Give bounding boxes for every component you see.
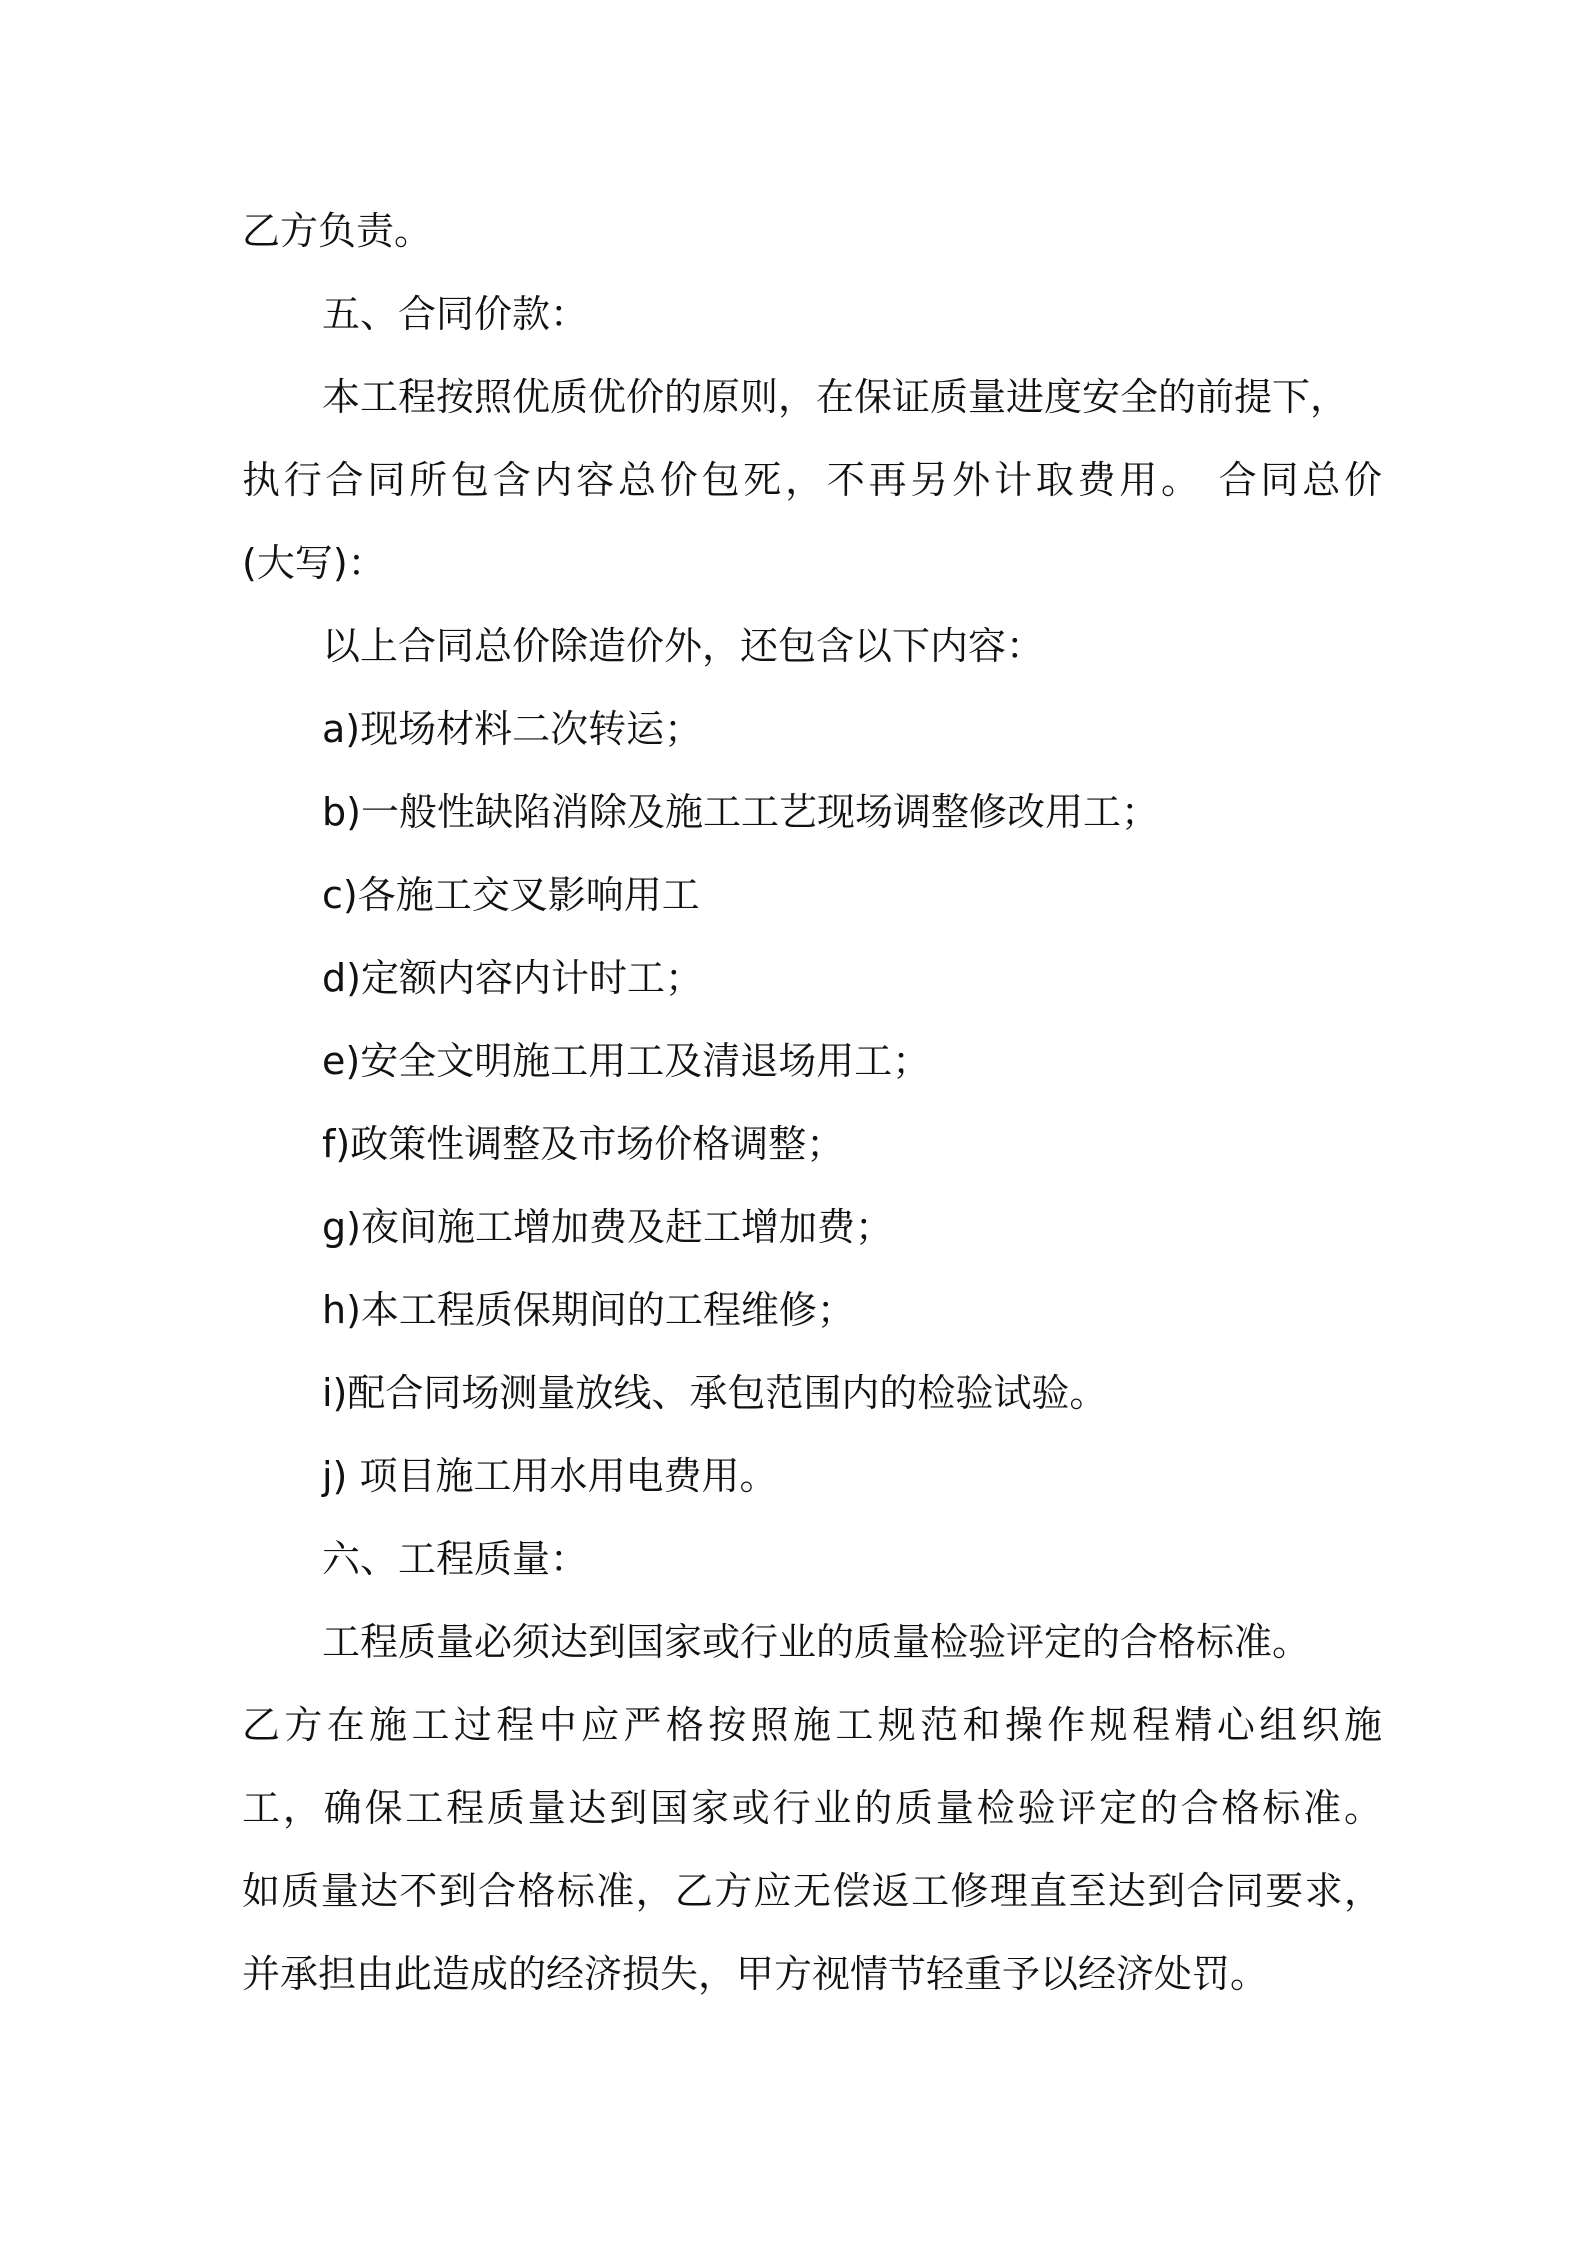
list-item: a)现场材料二次转运； [322,707,703,751]
list-item: i)配合同场测量放线、承包范围内的检验试验。 [322,1371,1108,1415]
paragraph-line: 乙方在施工过程中应严格按照施工规范和操作规程精心组织施 [242,1703,1382,1747]
list-item: j) 项目施工用水用电费用。 [322,1454,778,1498]
paragraph-line: 并承担由此造成的经济损失，甲方视情节轻重予以经济处罚。 [242,1952,1269,1996]
paragraph-line: 工程质量必须达到国家或行业的质量检验评定的合格标准。 [322,1620,1311,1664]
paragraph-line: 执行合同所包含内容总价包死，不再另外计取费用。 合同总价 [242,458,1382,502]
list-item: d)定额内容内计时工； [322,956,703,1000]
text-line: 乙方负责。 [242,209,433,253]
paragraph-line: 如质量达不到合格标准，乙方应无偿返工修理直至达到合同要求， [242,1869,1382,1913]
list-item: b)一般性缺陷消除及施工工艺现场调整修改用工； [322,790,1159,834]
list-item: f)政策性调整及市场价格调整； [322,1122,845,1166]
list-item: c)各施工交叉影响用工 [322,873,700,917]
paragraph-line: 本工程按照优质优价的原则，在保证质量进度安全的前提下， [322,375,1349,419]
list-item: g)夜间施工增加费及赶工增加费； [322,1205,893,1249]
list-item: e)安全文明施工用工及清退场用工； [322,1039,931,1083]
document-body [242,190,1382,2016]
section-heading-contract-price: 五、合同价款： [322,292,589,336]
paragraph-line: 以上合同总价除造价外，还包含以下内容： [322,624,1045,668]
paragraph-line: 工，确保工程质量达到国家或行业的质量检验评定的合格标准。 [242,1786,1382,1830]
section-heading-quality: 六、工程质量： [322,1537,589,1581]
list-item: h)本工程质保期间的工程维修； [322,1288,855,1332]
paragraph-line: (大写)： [242,541,386,585]
